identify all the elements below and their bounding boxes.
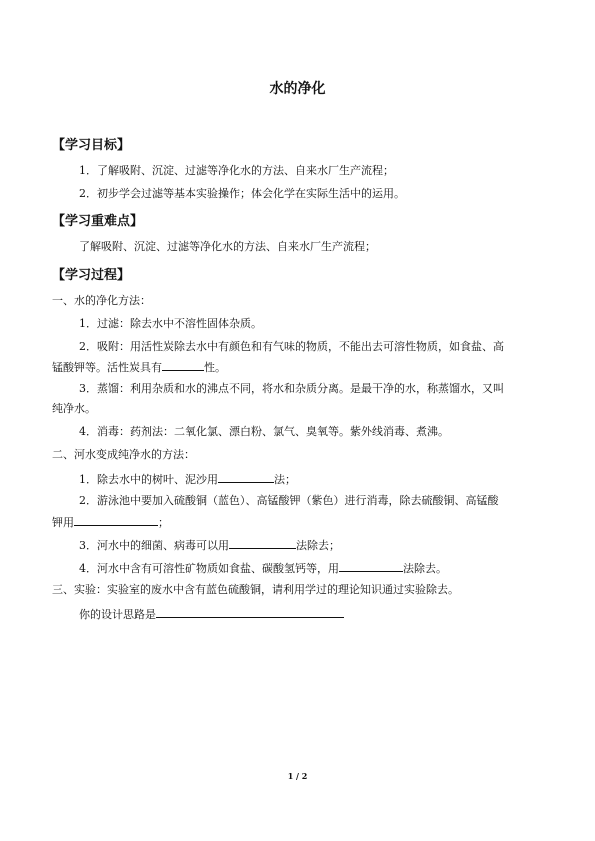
section2-q2-line1: 2．游泳池中要加入硫酸铜（蓝色）、高锰酸钾（紫色）进行消毒，除去硫酸铜、高锰酸 [79, 494, 499, 507]
q1-suffix: 法； [274, 473, 296, 486]
section1-distill-line2: 纯净水。 [52, 402, 96, 415]
section1-adsorb-line2 [52, 359, 226, 375]
section1-title: 一、水的净化方法： [52, 294, 151, 307]
section3-design [79, 606, 344, 622]
key-points-text: 了解吸附、沉淀、过滤等净化水的方法、自来水厂生产流程； [79, 240, 376, 253]
section2-q3 [79, 537, 340, 553]
adsorb-suffix: 性。 [204, 361, 226, 374]
section1-disinfect: 4．消毒：药剂法：二氧化氯、漂白粉、氯气、臭氧等。紫外线消毒、煮沸。 [79, 425, 449, 438]
key-points-heading: 【学习重难点】 [52, 214, 144, 229]
page-title: 水的净化 [269, 81, 326, 97]
q4-suffix: 法除去。 [403, 562, 447, 575]
objective-item-2: 2．初步学会过滤等基本实验操作；体会化学在实际生活中的运用。 [79, 187, 405, 200]
q1-prefix: 1．除去水中的树叶、泥沙用 [79, 473, 218, 486]
section1-adsorb-line1: 2．吸附：用活性炭除去水中有颜色和有气味的物质，不能出去可溶性物质，如食盐、高 [79, 340, 504, 353]
design-prefix: 你的设计思路是 [79, 608, 156, 621]
q3-blank[interactable] [229, 537, 296, 549]
process-heading: 【学习过程】 [52, 268, 131, 283]
q3-suffix: 法除去； [296, 539, 340, 552]
adsorb-prefix: 锰酸钾等。活性炭具有 [52, 361, 162, 374]
section3-title: 三、实验：实验室的废水中含有蓝色硫酸铜，请利用学过的理论知识通过实验除去。 [52, 583, 459, 596]
objectives-heading: 【学习目标】 [52, 138, 131, 153]
q2-blank[interactable] [74, 514, 158, 526]
section1-distill-line1: 3．蒸馏：利用杂质和水的沸点不同，将水和杂质分离。是最干净的水，称蒸馏水，又叫 [79, 382, 504, 395]
section2-q2-line2 [52, 514, 169, 530]
q4-blank[interactable] [339, 560, 403, 572]
q1-blank[interactable] [218, 471, 274, 483]
section2-q4 [79, 560, 447, 576]
objective-item-1: 1．了解吸附、沉淀、过滤等净化水的方法、自来水厂生产流程； [79, 164, 394, 177]
q3-prefix: 3．河水中的细菌、病毒可以用 [79, 539, 229, 552]
section2-title: 二、河水变成纯净水的方法： [52, 448, 195, 461]
page-number: 1 / 2 [287, 771, 308, 781]
section1-filter: 1．过滤：除去水中不溶性固体杂质。 [79, 317, 262, 330]
q4-prefix: 4．河水中含有可溶性矿物质如食盐、碳酸氢钙等，用 [79, 562, 339, 575]
q2-suffix: ； [158, 516, 169, 529]
adsorb-blank[interactable] [162, 359, 204, 371]
q2-prefix: 钾用 [52, 516, 74, 529]
design-blank[interactable] [156, 606, 344, 618]
section2-q1 [79, 471, 296, 487]
